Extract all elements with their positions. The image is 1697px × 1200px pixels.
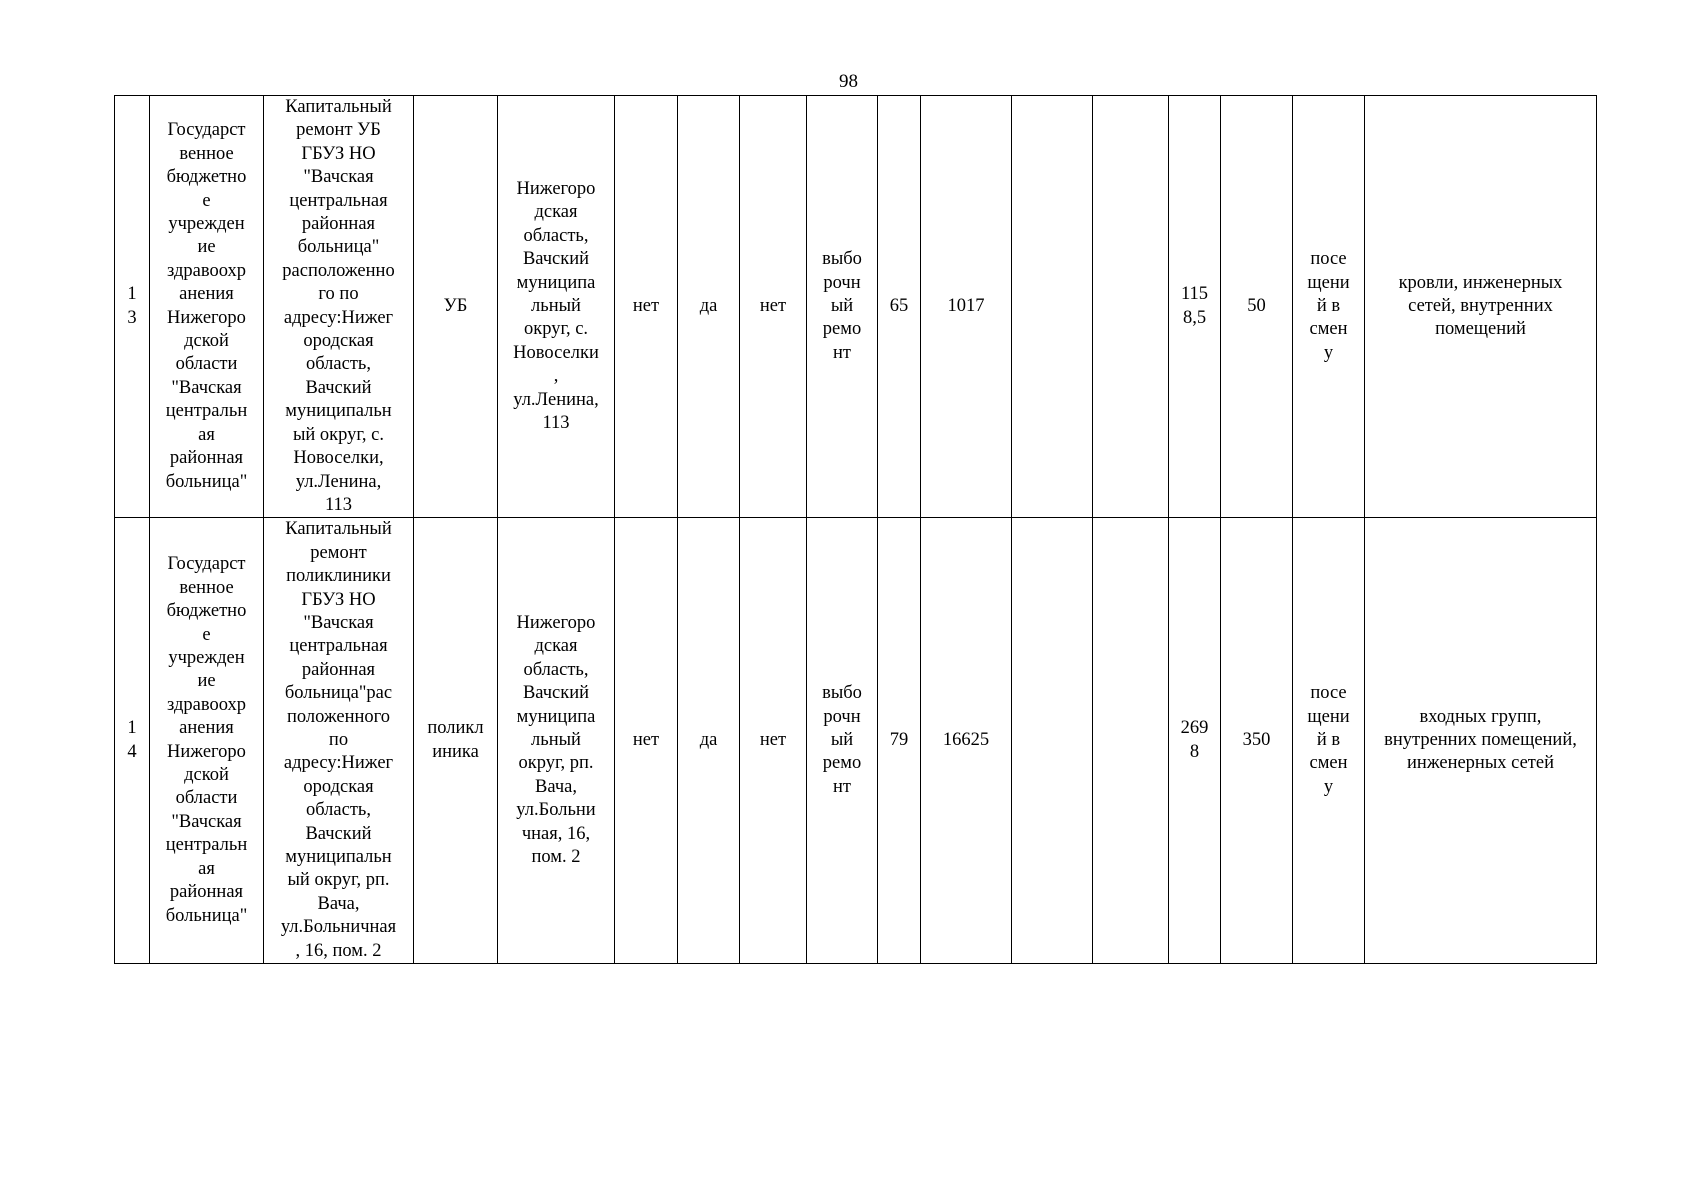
cell-repair-type: выбо рочн ый ремо нт [807, 96, 878, 518]
cell-flag-2: да [678, 518, 740, 964]
cell-type: поликл иника [414, 518, 498, 964]
cell-value-2: 1017 [921, 96, 1012, 518]
cell-flag-2: да [678, 96, 740, 518]
cell-value-1: 65 [878, 96, 921, 518]
cell-flag-3: нет [740, 96, 807, 518]
cell-empty-2 [1093, 518, 1169, 964]
cell-works: кровли, инженерных сетей, внутренних помещений [1365, 96, 1597, 518]
table-row [115, 96, 1597, 518]
cell-address: Нижегоро дская область, Вачский муниципа льный округ, с. Новоселки , ул.Ленина, 113 [498, 96, 615, 518]
cell-area: 269 8 [1169, 518, 1221, 964]
cell-capacity-unit: посе щени й в смен у [1293, 96, 1365, 518]
cell-flag-3: нет [740, 518, 807, 964]
cell-area: 115 8,5 [1169, 96, 1221, 518]
cell-flag-1: нет [615, 518, 678, 964]
cell-capacity: 350 [1221, 518, 1293, 964]
cell-number: 1 4 [115, 518, 150, 964]
cell-type: УБ [414, 96, 498, 518]
cell-organization: Государст венное бюджетно е учрежден ие здравоохр анения Нижегоро дской области "Вачская центральн ая районная больница" [150, 518, 264, 964]
cell-object: Капитальный ремонт УБ ГБУЗ НО "Вачская центральная районная больница" расположенно го по адресу:Нижег ородская область, Вачский муниципальн ый округ, с. Новоселки, ул.Ленина, 113 [264, 96, 414, 518]
cell-capacity-unit: посе щени й в смен у [1293, 518, 1365, 964]
cell-address: Нижегоро дская область, Вачский муниципа льный округ, рп. Вача, ул.Больни чная, 16, пом. 2 [498, 518, 615, 964]
table-row [115, 518, 1597, 964]
cell-empty-1 [1012, 518, 1093, 964]
cell-flag-1: нет [615, 96, 678, 518]
cell-value-1: 79 [878, 518, 921, 964]
page-number: 98 [839, 71, 858, 92]
cell-empty-2 [1093, 96, 1169, 518]
cell-object: Капитальный ремонт поликлиники ГБУЗ НО "Вачская центральная районная больница"рас положенного по адресу:Нижег ородская область, Вачский муниципальн ый округ, рп. Вача, ул.Больничная , 16, пом. 2 [264, 518, 414, 964]
cell-works: входных групп, внутренних помещений, инженерных сетей [1365, 518, 1597, 964]
data-table [114, 95, 1597, 964]
cell-number: 1 3 [115, 96, 150, 518]
cell-empty-1 [1012, 96, 1093, 518]
cell-repair-type: выбо рочн ый ремо нт [807, 518, 878, 964]
cell-value-2: 16625 [921, 518, 1012, 964]
cell-organization: Государст венное бюджетно е учрежден ие здравоохр анения Нижегоро дской области "Вачская центральн ая районная больница" [150, 96, 264, 518]
cell-capacity: 50 [1221, 96, 1293, 518]
